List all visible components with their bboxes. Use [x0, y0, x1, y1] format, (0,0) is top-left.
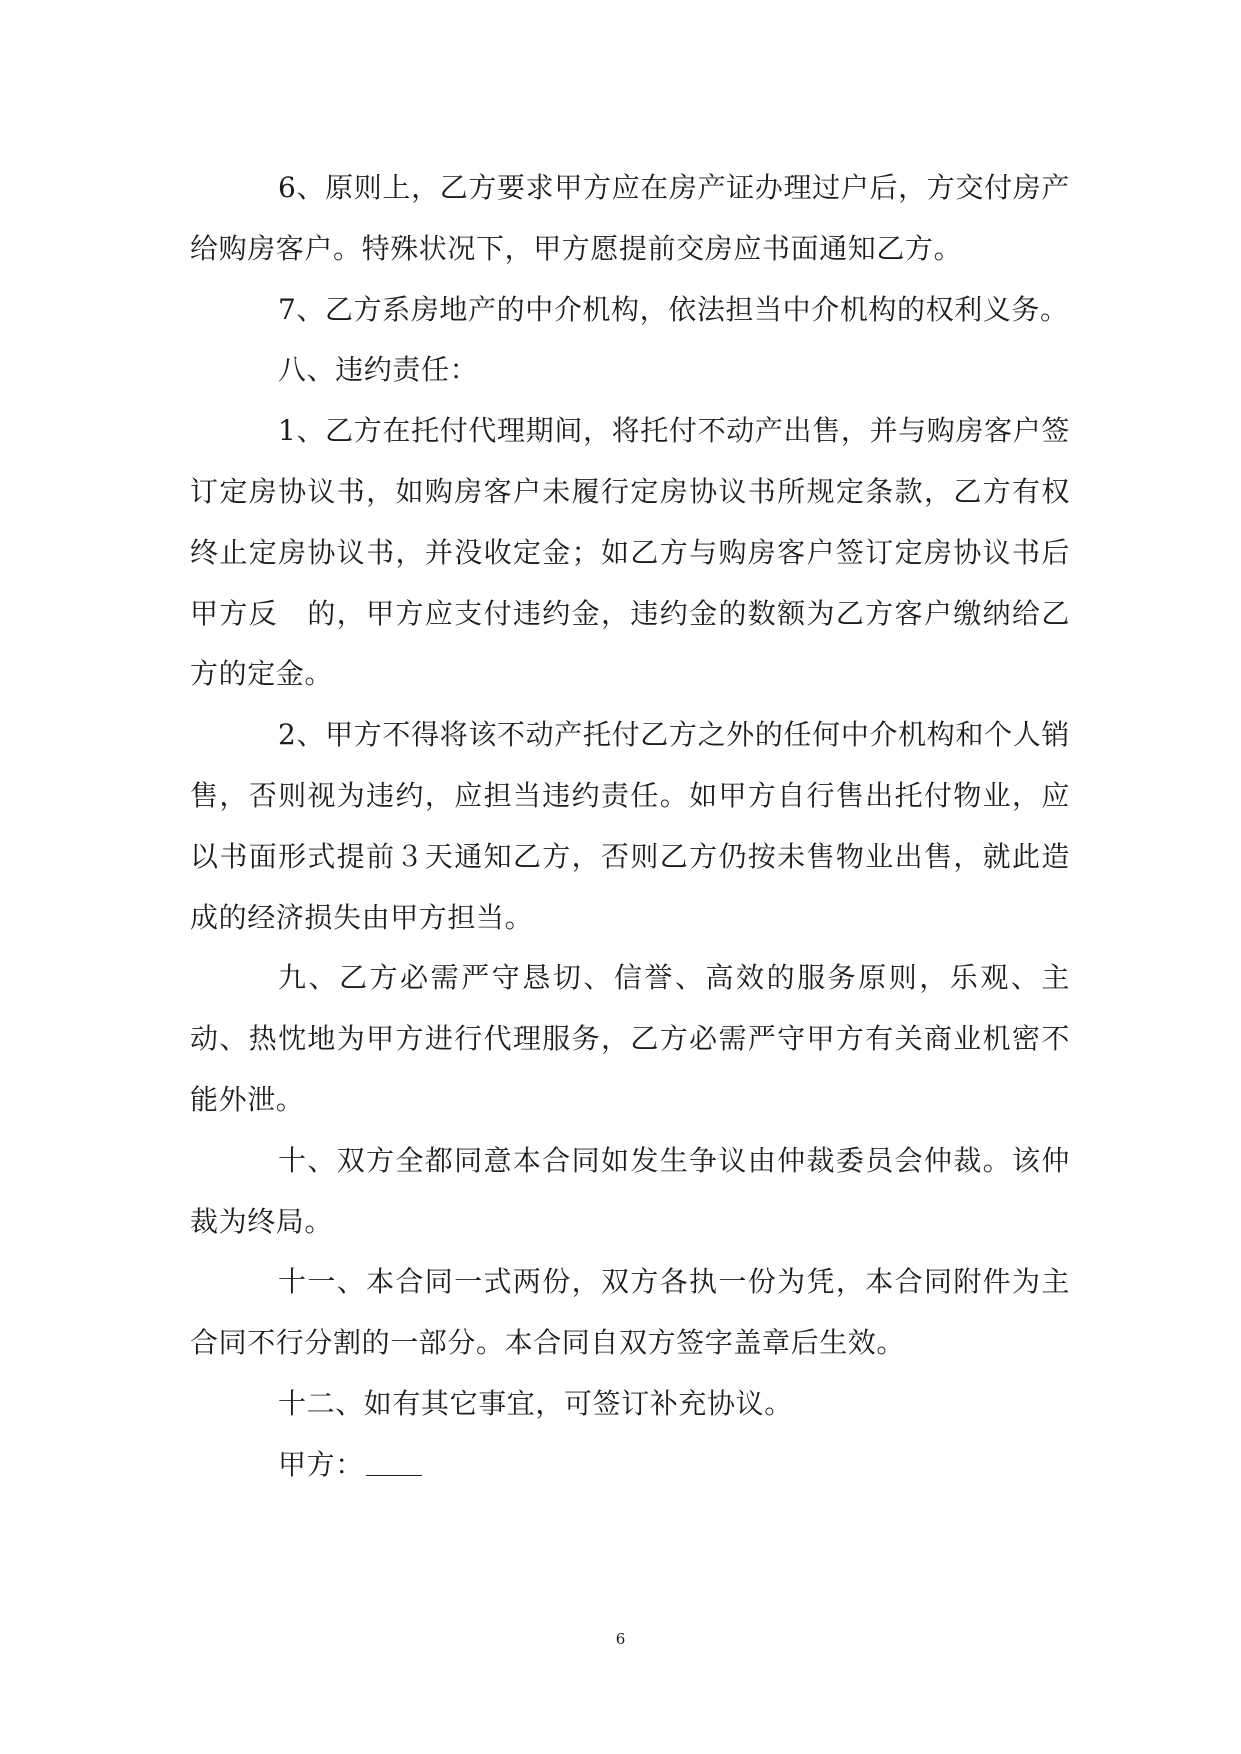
document-body	[190, 158, 1070, 1496]
paragraph-section-12: 十二、如有其它事宜，可签订补充协议。	[278, 1386, 793, 1420]
paragraph-section-9: 九、乙方必需严守恳切、信誉、高效的服务原则，乐观、主动、热忱地为甲方进行代理服务，乙方必需严守甲方有关商业机密不能外泄。	[190, 961, 1070, 1116]
signature-blank	[366, 1445, 422, 1476]
paragraph-clause-7: 7、乙方系房地产的中介机构，依法担当中介机构的权利义务。	[278, 292, 1069, 326]
signature-label: 甲方：	[278, 1447, 364, 1481]
section-heading-breach: 八、违约责任：	[278, 353, 479, 387]
paragraph-breach-2: 2、甲方不得将该不动产托付乙方之外的任何中介机构和个人销售，否则视为违约，应担当违约责任。如甲方自行售出托付物业，应以书面形式提前３天通知乙方，否则乙方仍按未售物业出售，就此造成的经济损失由甲方担当。	[190, 718, 1070, 934]
paragraph-section-10: 十、双方全都同意本合同如发生争议由仲裁委员会仲裁。该仲裁为终局。	[190, 1143, 1070, 1238]
page-number: 6	[615, 1630, 626, 1648]
signature-line	[190, 1435, 1070, 1496]
paragraph-clause-6: 6、原则上，乙方要求甲方应在房产证办理过户后，方交付房产给购房客户。特殊状况下，甲方愿提前交房应书面通知乙方。	[190, 171, 1070, 265]
paragraph-section-11: 十一、本合同一式两份，双方各执一份为凭，本合同附件为主合同不行分割的一部分。本合同自双方签字盖章后生效。	[190, 1265, 1070, 1360]
paragraph-breach-1: 1、乙方在托付代理期间，将托付不动产出售，并与购房客户签订定房协议书，如购房客户未履行定房协议书所规定条款，乙方有权终止定房协议书，并没收定金；如乙方与购房客户签订定房协议书后甲方反 的，甲方应支付违约金，违约金的数额为乙方客户缴纳给乙方的定金。	[190, 414, 1070, 691]
